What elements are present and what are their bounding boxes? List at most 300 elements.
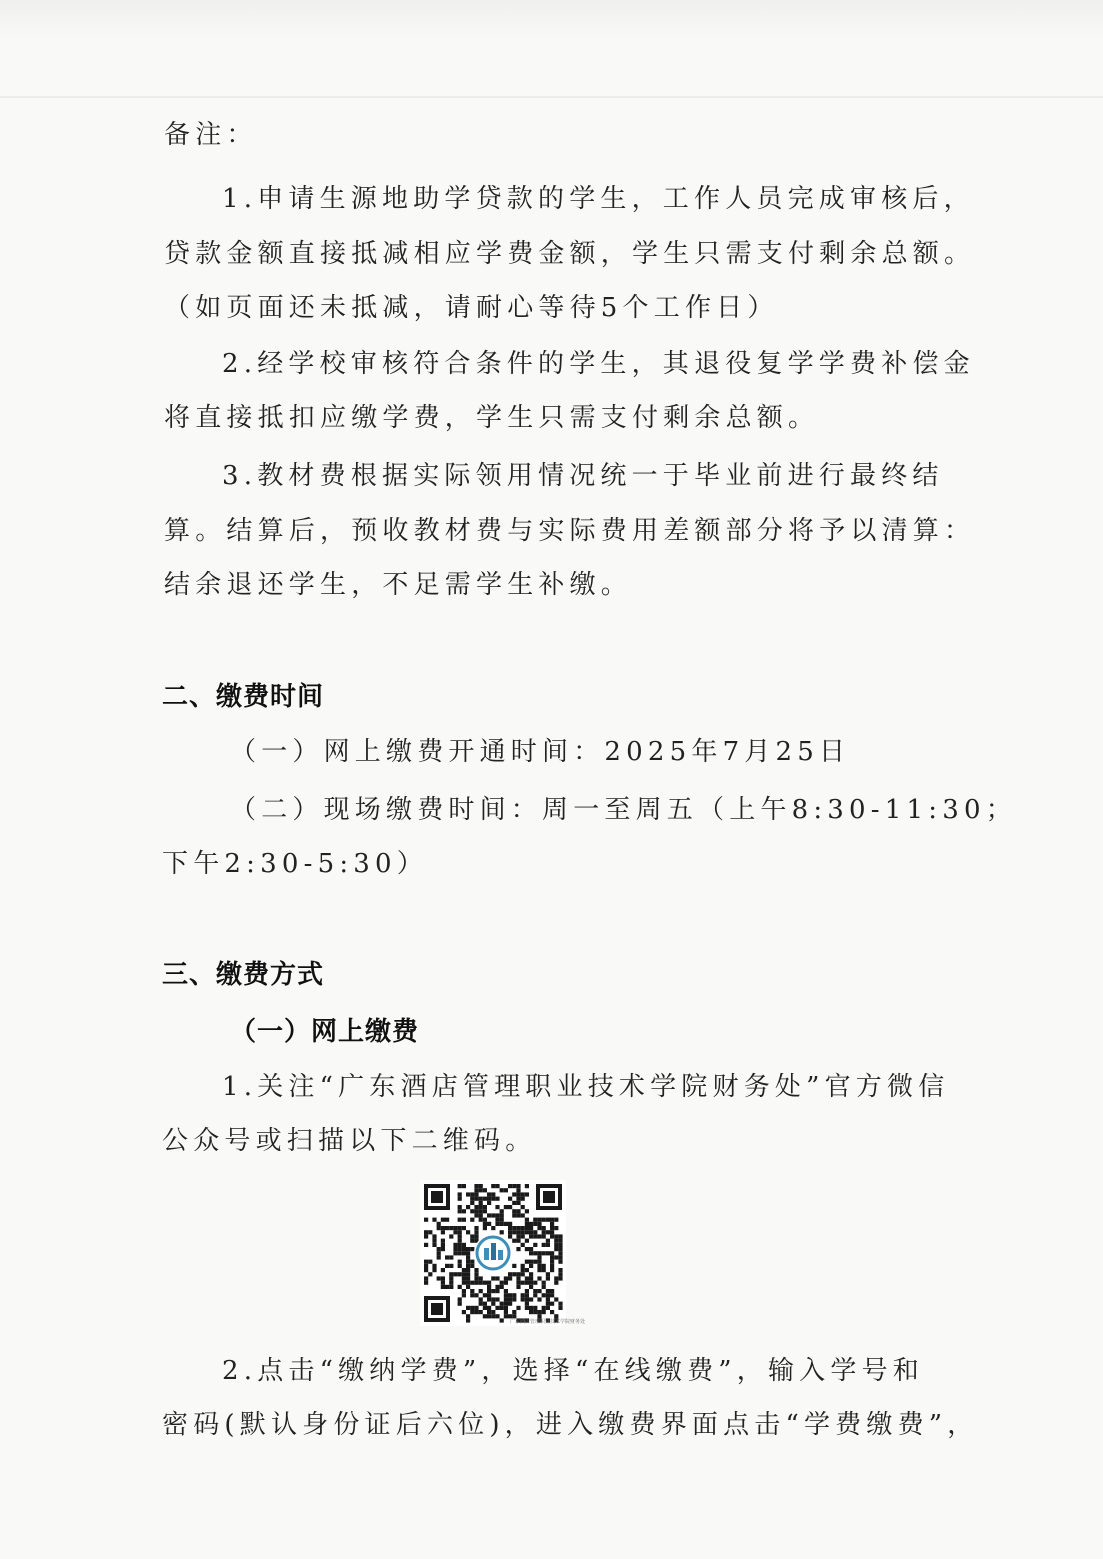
qr-module (441, 1239, 445, 1243)
qr-module (462, 1247, 466, 1251)
qr-module (424, 1276, 428, 1280)
qr-module (495, 1197, 499, 1201)
qr-module (504, 1293, 508, 1297)
qr-module (466, 1247, 470, 1251)
qr-module (558, 1260, 562, 1264)
qr-module (533, 1218, 537, 1222)
qr-module (491, 1310, 495, 1314)
qr-module (458, 1226, 462, 1230)
qr-module (558, 1239, 562, 1243)
qr-module (537, 1268, 541, 1272)
qr-module (474, 1209, 478, 1213)
qr-module (525, 1222, 529, 1226)
qr-module (558, 1302, 562, 1306)
qr-module (470, 1209, 474, 1213)
qr-module (512, 1213, 516, 1217)
qr-module (516, 1184, 520, 1188)
qr-module (437, 1247, 441, 1251)
step-1-line-1: 1.关注“广东酒店管理职业技术学院财务处”官方微信 (222, 1072, 950, 1102)
qr-module (500, 1302, 504, 1306)
qr-module (445, 1226, 449, 1230)
qr-module (470, 1281, 474, 1285)
qr-module (424, 1230, 428, 1234)
qr-module (533, 1251, 537, 1255)
qr-module (487, 1201, 491, 1205)
qr-module (458, 1192, 462, 1196)
qr-module (462, 1272, 466, 1276)
qr-module (458, 1209, 462, 1213)
qr-module (529, 1306, 533, 1310)
qr-module (495, 1184, 499, 1188)
qr-module (462, 1293, 466, 1297)
qr-module (491, 1276, 495, 1280)
qr-module (474, 1230, 478, 1234)
qr-module (550, 1310, 554, 1314)
qr-module (554, 1247, 558, 1251)
qr-module (508, 1297, 512, 1301)
qr-module (470, 1293, 474, 1297)
qr-module (521, 1197, 525, 1201)
section-3-heading: 三、缴费方式 (162, 960, 325, 990)
qr-module (479, 1201, 483, 1205)
qr-module (466, 1192, 470, 1196)
qr-module (479, 1289, 483, 1293)
qr-module (479, 1276, 483, 1280)
qr-module (445, 1264, 449, 1268)
qr-module (546, 1306, 550, 1310)
qr-module (432, 1234, 436, 1238)
qr-module (449, 1255, 453, 1259)
qr-module (500, 1213, 504, 1217)
qr-module (512, 1293, 516, 1297)
qr-module (504, 1289, 508, 1293)
qr-module (441, 1268, 445, 1272)
qr-module (495, 1289, 499, 1293)
qr-module (424, 1260, 428, 1264)
qr-module (458, 1234, 462, 1238)
qr-module (449, 1281, 453, 1285)
qr-finder-top-left (424, 1184, 450, 1210)
qr-module (521, 1230, 525, 1234)
qr-module (470, 1247, 474, 1251)
notes-label: 备注： (164, 120, 258, 150)
qr-module (508, 1302, 512, 1306)
qr-module (474, 1192, 478, 1196)
qr-module (441, 1243, 445, 1247)
qr-module (462, 1218, 466, 1222)
qr-module (479, 1197, 483, 1201)
qr-module (516, 1226, 520, 1230)
qr-module (491, 1226, 495, 1230)
qr-module (558, 1268, 562, 1272)
qr-module (500, 1285, 504, 1289)
qr-module (428, 1260, 432, 1264)
qr-module (525, 1184, 529, 1188)
qr-module (533, 1230, 537, 1234)
qr-module (441, 1230, 445, 1234)
qr-module (466, 1272, 470, 1276)
qr-module (533, 1222, 537, 1226)
qr-module (537, 1260, 541, 1264)
qr-module (495, 1297, 499, 1301)
qr-module (525, 1209, 529, 1213)
section-2-heading: 二、缴费时间 (162, 682, 325, 712)
qr-module (533, 1234, 537, 1238)
qr-module (529, 1247, 533, 1251)
qr-module (500, 1281, 504, 1285)
qr-module (529, 1251, 533, 1255)
qr-module (521, 1264, 525, 1268)
qr-module (516, 1306, 520, 1310)
qr-caption: 广东酒店管理职业技术学院财务处 (510, 1319, 586, 1325)
qr-module (474, 1281, 478, 1285)
qr-module (479, 1297, 483, 1301)
qr-module (483, 1302, 487, 1306)
qr-module (512, 1209, 516, 1213)
qr-module (550, 1293, 554, 1297)
qr-module (529, 1264, 533, 1268)
qr-module (458, 1251, 462, 1255)
qr-module (525, 1230, 529, 1234)
qr-module (474, 1306, 478, 1310)
qr-module (474, 1293, 478, 1297)
qr-module (533, 1306, 537, 1310)
qr-module (500, 1230, 504, 1234)
qr-module (487, 1285, 491, 1289)
qr-module (453, 1251, 457, 1255)
qr-module (504, 1310, 508, 1314)
qr-module (462, 1310, 466, 1314)
qr-module (466, 1314, 470, 1318)
qr-module (487, 1293, 491, 1297)
qr-module (537, 1276, 541, 1280)
qr-module (529, 1281, 533, 1285)
qr-module (449, 1226, 453, 1230)
qr-module (483, 1188, 487, 1192)
qr-module (516, 1247, 520, 1251)
payment-time-online: （一）网上缴费开通时间：2025年7月25日 (230, 737, 851, 767)
qr-module (462, 1226, 466, 1230)
qr-module (424, 1281, 428, 1285)
qr-module (558, 1251, 562, 1255)
qr-module (424, 1243, 428, 1247)
qr-module (483, 1293, 487, 1297)
qr-module (470, 1264, 474, 1268)
qr-module (537, 1218, 541, 1222)
qr-module (504, 1188, 508, 1192)
qr-module (529, 1260, 533, 1264)
note-2-line-2: 将直接抵扣应缴学费，学生只需支付剩余总额。 (164, 403, 820, 433)
qr-module (428, 1230, 432, 1234)
qr-module (546, 1239, 550, 1243)
qr-module (558, 1243, 562, 1247)
qr-module (495, 1276, 499, 1280)
qr-module (508, 1230, 512, 1234)
qr-module (537, 1289, 541, 1293)
qr-module (466, 1318, 470, 1322)
qr-module (458, 1285, 462, 1289)
qr-module (479, 1205, 483, 1209)
qr-module (550, 1260, 554, 1264)
qr-module (483, 1281, 487, 1285)
qr-module (479, 1188, 483, 1192)
qr-module (487, 1197, 491, 1201)
qr-module (537, 1297, 541, 1301)
qr-module (516, 1239, 520, 1243)
qr-module (554, 1276, 558, 1280)
qr-module (500, 1318, 504, 1322)
qr-module (508, 1226, 512, 1230)
qr-module (441, 1218, 445, 1222)
qr-module (462, 1281, 466, 1285)
qr-module (487, 1281, 491, 1285)
qr-module (504, 1306, 508, 1310)
qr-module (512, 1239, 516, 1243)
qr-module (529, 1272, 533, 1276)
qr-module (542, 1226, 546, 1230)
qr-module (432, 1239, 436, 1243)
qr-module (462, 1276, 466, 1280)
qr-module (521, 1293, 525, 1297)
qr-module (550, 1255, 554, 1259)
qr-module (479, 1310, 483, 1314)
qr-module (458, 1264, 462, 1268)
qr-module (521, 1297, 525, 1301)
qr-module (550, 1226, 554, 1230)
qr-module (453, 1230, 457, 1234)
qr-module (516, 1213, 520, 1217)
qr-module (512, 1297, 516, 1301)
qr-module (558, 1306, 562, 1310)
qr-module (529, 1297, 533, 1301)
qr-module (474, 1184, 478, 1188)
note-1-line-2: 贷款金额直接抵减相应学费金额，学生只需支付剩余总额。 (164, 239, 976, 269)
qr-module (542, 1251, 546, 1255)
qr-module (546, 1230, 550, 1234)
qr-module (521, 1226, 525, 1230)
qr-module (533, 1243, 537, 1247)
qr-module (483, 1197, 487, 1201)
step-1-line-2: 公众号或扫描以下二维码。 (162, 1126, 537, 1156)
qr-module (466, 1260, 470, 1264)
qr-module (466, 1251, 470, 1255)
qr-module (500, 1188, 504, 1192)
qr-module (512, 1310, 516, 1314)
qr-module (470, 1218, 474, 1222)
qr-module (466, 1306, 470, 1310)
qr-module (479, 1302, 483, 1306)
qr-module (516, 1276, 520, 1280)
qr-module (441, 1276, 445, 1280)
qr-module (437, 1222, 441, 1226)
qr-module (432, 1264, 436, 1268)
qr-module (424, 1234, 428, 1238)
qr-module (542, 1243, 546, 1247)
qr-module (525, 1268, 529, 1272)
qr-module (521, 1205, 525, 1209)
qr-module (521, 1268, 525, 1272)
qr-module (491, 1192, 495, 1196)
qr-module (554, 1281, 558, 1285)
qr-module (550, 1251, 554, 1255)
qr-module (558, 1247, 562, 1251)
qr-module (462, 1184, 466, 1188)
qr-module (542, 1264, 546, 1268)
qr-module (453, 1247, 457, 1251)
qr-module (491, 1197, 495, 1201)
qr-module (512, 1230, 516, 1234)
qr-module (529, 1276, 533, 1280)
qr-module (521, 1234, 525, 1238)
qr-module (491, 1289, 495, 1293)
qr-module (495, 1306, 499, 1310)
qr-module (466, 1264, 470, 1268)
qr-module (525, 1306, 529, 1310)
qr-module (558, 1276, 562, 1280)
qr-module (453, 1272, 457, 1276)
note-1-line-1: 1.申请生源地助学贷款的学生，工作人员完成审核后， (222, 184, 975, 214)
qr-module (521, 1243, 525, 1247)
qr-module (487, 1314, 491, 1318)
qr-module (558, 1255, 562, 1259)
qr-module (516, 1285, 520, 1289)
note-2-line-1: 2.经学校审核符合条件的学生，其退役复学学费补偿金 (222, 349, 975, 379)
qr-module (537, 1255, 541, 1259)
qr-module (521, 1272, 525, 1276)
qr-code-image (420, 1180, 566, 1326)
qr-module (470, 1260, 474, 1264)
qr-module (500, 1218, 504, 1222)
qr-finder-top-right (536, 1184, 562, 1210)
qr-module (495, 1205, 499, 1209)
payment-time-onsite-line-1: （二）现场缴费时间：周一至周五（上午8:30-11:30； (230, 795, 1017, 825)
qr-finder-bottom-left (424, 1296, 450, 1322)
qr-module (441, 1247, 445, 1251)
qr-module (483, 1218, 487, 1222)
qr-module (424, 1264, 428, 1268)
qr-module (479, 1213, 483, 1217)
qr-module (487, 1192, 491, 1196)
qr-module (449, 1234, 453, 1238)
qr-module (483, 1205, 487, 1209)
qr-module (487, 1310, 491, 1314)
qr-module (546, 1297, 550, 1301)
qr-module (516, 1209, 520, 1213)
qr-module (521, 1192, 525, 1196)
scan-artifact (0, 96, 1103, 98)
qr-module (500, 1222, 504, 1226)
qr-module (445, 1255, 449, 1259)
qr-module (550, 1222, 554, 1226)
qr-module (525, 1260, 529, 1264)
qr-module (504, 1297, 508, 1301)
qr-module (516, 1188, 520, 1192)
qr-module (466, 1255, 470, 1259)
qr-module (546, 1251, 550, 1255)
qr-module (525, 1302, 529, 1306)
qr-module (508, 1276, 512, 1280)
qr-module (487, 1289, 491, 1293)
qr-module (542, 1310, 546, 1314)
qr-module (487, 1213, 491, 1217)
qr-module (516, 1234, 520, 1238)
note-3-line-1: 3.教材费根据实际领用情况统一于毕业前进行最终结 (222, 461, 944, 491)
payment-time-onsite-line-2: 下午2:30-5:30） (162, 849, 428, 879)
qr-module (546, 1293, 550, 1297)
qr-module (474, 1272, 478, 1276)
qr-module (458, 1247, 462, 1251)
qr-module (479, 1184, 483, 1188)
qr-module (449, 1272, 453, 1276)
online-payment-subheading: （一）网上缴费 (230, 1017, 420, 1047)
qr-module (474, 1276, 478, 1280)
qr-module (508, 1197, 512, 1201)
qr-module (495, 1213, 499, 1217)
qr-module (546, 1289, 550, 1293)
qr-module (504, 1281, 508, 1285)
qr-module (542, 1306, 546, 1310)
qr-module (525, 1218, 529, 1222)
qr-module (508, 1184, 512, 1188)
qr-module (558, 1272, 562, 1276)
qr-module (458, 1184, 462, 1188)
qr-module (546, 1243, 550, 1247)
qr-module (437, 1251, 441, 1255)
qr-module (432, 1268, 436, 1272)
qr-module (516, 1192, 520, 1196)
qr-module (550, 1218, 554, 1222)
qr-module (487, 1297, 491, 1301)
qr-module (437, 1255, 441, 1259)
qr-module (474, 1226, 478, 1230)
qr-module (537, 1222, 541, 1226)
qr-module (432, 1243, 436, 1247)
qr-module (470, 1201, 474, 1205)
qr-module (445, 1285, 449, 1289)
qr-module (512, 1201, 516, 1205)
qr-module (437, 1226, 441, 1230)
qr-module (533, 1293, 537, 1297)
qr-module (525, 1289, 529, 1293)
qr-module (500, 1306, 504, 1310)
qr-module (462, 1209, 466, 1213)
qr-module (458, 1205, 462, 1209)
qr-module (516, 1281, 520, 1285)
qr-module (546, 1276, 550, 1280)
qr-module (508, 1234, 512, 1238)
qr-module (525, 1293, 529, 1297)
qr-module (550, 1268, 554, 1272)
qr-module (483, 1209, 487, 1213)
qr-module (508, 1205, 512, 1209)
qr-module (474, 1197, 478, 1201)
qr-module (550, 1264, 554, 1268)
qr-module (458, 1197, 462, 1201)
qr-module (470, 1239, 474, 1243)
qr-module (474, 1234, 478, 1238)
qr-module (424, 1218, 428, 1222)
qr-module (529, 1230, 533, 1234)
qr-module (495, 1314, 499, 1318)
qr-module (550, 1289, 554, 1293)
qr-module (546, 1218, 550, 1222)
qr-module (474, 1188, 478, 1192)
qr-module (441, 1281, 445, 1285)
qr-module (508, 1272, 512, 1276)
qr-module (529, 1222, 533, 1226)
qr-module (512, 1264, 516, 1268)
qr-module (466, 1205, 470, 1209)
